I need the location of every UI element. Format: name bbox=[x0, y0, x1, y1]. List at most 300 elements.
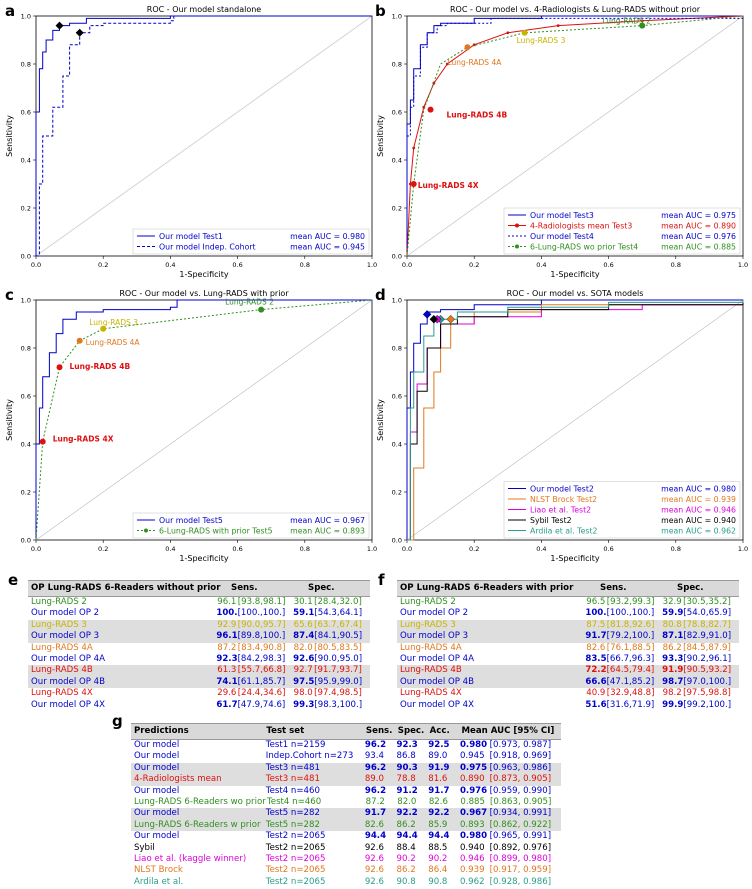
table-e bbox=[28, 580, 370, 711]
table-row bbox=[397, 608, 739, 619]
row-sens: 96.2 bbox=[364, 762, 387, 773]
row-spec: 94.4 bbox=[396, 831, 418, 842]
operating-point bbox=[258, 307, 264, 313]
row-name: Our model OP 4X bbox=[31, 699, 105, 710]
row-spec: 90.8 bbox=[396, 876, 416, 887]
y-tick-label: 0.8 bbox=[20, 60, 31, 69]
row-acc: 92.2 bbox=[428, 808, 450, 819]
x-tick-label: 0.2 bbox=[98, 545, 109, 553]
y-tick-label: 0.0 bbox=[391, 536, 402, 545]
row-spec-ci: [28.4,32.0] bbox=[314, 597, 362, 607]
table-e-header-spec: Spec. bbox=[308, 582, 335, 593]
y-tick-label: 1.0 bbox=[391, 12, 402, 21]
table-f-header-sens: Sens. bbox=[600, 582, 627, 593]
legend-auc: mean AUC = 0.976 bbox=[661, 232, 736, 241]
legend-auc: mean AUC = 0.980 bbox=[290, 232, 365, 241]
row-spec: 80.8 bbox=[662, 619, 682, 630]
x-axis-label: 1-Specificity bbox=[550, 554, 600, 563]
row-spec: 91.9 bbox=[662, 665, 684, 676]
row-name: Our model OP 3 bbox=[400, 631, 469, 642]
table-f-header bbox=[397, 580, 739, 597]
series-marker bbox=[506, 31, 509, 34]
row-sens-ci: [32.9,48.8] bbox=[606, 688, 655, 699]
legend-label: NLST Brock Test2 bbox=[530, 495, 598, 504]
row-auc: 0.946 bbox=[459, 853, 485, 864]
row-name: Lung-RADS 4A bbox=[400, 642, 462, 653]
row-sens-ci: [93.2,99.3] bbox=[606, 597, 655, 607]
legend-auc: mean AUC = 0.962 bbox=[661, 526, 736, 536]
operating-point bbox=[57, 364, 63, 370]
row-spec: 59.9 bbox=[662, 608, 684, 619]
row-spec-ci: [97.4,98.5] bbox=[314, 688, 362, 699]
row-name: Our model bbox=[134, 808, 180, 819]
table-row bbox=[28, 620, 370, 631]
row-auc-ci: [0.959, 0.990] bbox=[489, 785, 552, 796]
x-tick-label: 0.4 bbox=[536, 261, 547, 269]
row-spec: 93.3 bbox=[662, 653, 684, 664]
panel-letter-c: c bbox=[5, 286, 14, 304]
operating-point bbox=[40, 439, 46, 445]
row-sens-ci: [100.,100.] bbox=[606, 608, 655, 619]
row-auc-ci: [0.965, 0.991] bbox=[489, 831, 552, 842]
row-acc: 86.4 bbox=[428, 865, 448, 876]
row-auc-ci: [0.963, 0.986] bbox=[489, 762, 552, 773]
table-row bbox=[397, 665, 739, 676]
table-row bbox=[131, 808, 561, 819]
y-tick-label: 0.4 bbox=[20, 156, 31, 165]
x-tick-label: 0.4 bbox=[165, 545, 176, 553]
table-row bbox=[397, 700, 739, 711]
x-tick-label: 0.2 bbox=[469, 545, 480, 553]
table-row bbox=[397, 643, 739, 654]
legend-auc: mean AUC = 0.940 bbox=[661, 516, 736, 525]
row-name: Lung-RADS 4X bbox=[400, 688, 462, 699]
y-tick-label: 0.6 bbox=[20, 108, 31, 117]
x-tick-label: 1.0 bbox=[737, 545, 749, 553]
lung-rads-annotation: Lung-RADS 4X bbox=[417, 181, 479, 190]
row-spec-ci: [97.0,100.] bbox=[683, 676, 732, 687]
row-name: Lung-RADS 6-Readers w prior bbox=[134, 819, 261, 830]
table-g-header-test: Test set bbox=[266, 725, 305, 736]
row-name: Our model OP 3 bbox=[31, 631, 100, 642]
row-auc: 0.962 bbox=[459, 876, 485, 887]
row-sens-ci: [24.4,34.6] bbox=[237, 688, 286, 699]
row-spec: 87.1 bbox=[662, 631, 684, 642]
y-tick-label: 0.0 bbox=[20, 252, 31, 261]
row-spec: 86.2 bbox=[396, 819, 416, 830]
table-row bbox=[131, 751, 561, 762]
table-e-body bbox=[28, 597, 370, 711]
row-auc-ci: [0.899, 0.980] bbox=[489, 853, 552, 864]
row-sens: 94.4 bbox=[364, 831, 387, 842]
row-auc: 0.967 bbox=[459, 808, 488, 819]
row-acc: 92.5 bbox=[428, 740, 450, 750]
row-sens-ci: [64.5,79.4] bbox=[606, 665, 655, 676]
lung-rads-annotation: Lung-RADS 4A bbox=[447, 58, 502, 68]
table-row bbox=[28, 643, 370, 654]
row-acc: 88.5 bbox=[428, 842, 448, 853]
row-spec: 82.0 bbox=[397, 796, 417, 807]
legend-label: Liao et al. Test2 bbox=[530, 505, 592, 515]
row-acc: 91.9 bbox=[428, 762, 450, 773]
legend-label: Our model Test3 bbox=[530, 211, 594, 220]
row-auc: 0.975 bbox=[459, 762, 488, 773]
table-g-body bbox=[131, 740, 561, 888]
y-tick-label: 0.0 bbox=[20, 536, 31, 545]
panel-letter-f: f bbox=[378, 571, 385, 589]
row-sens: 92.6 bbox=[364, 876, 384, 887]
row-name: Our model OP 4A bbox=[400, 653, 474, 664]
x-tick-label: 0.6 bbox=[232, 545, 243, 553]
row-test: Indep.Cohort n=273 bbox=[265, 751, 354, 762]
row-spec: 97.5 bbox=[293, 676, 315, 687]
row-spec-ci: [90.0,95.0] bbox=[314, 653, 363, 664]
panel-letter-e: e bbox=[8, 571, 19, 589]
table-row bbox=[28, 654, 370, 665]
row-spec: 98.2 bbox=[662, 688, 682, 699]
row-spec-ci: [54.3,64.1] bbox=[314, 608, 363, 619]
y-tick-label: 1.0 bbox=[20, 296, 31, 305]
legend-auc: mean AUC = 0.967 bbox=[290, 516, 365, 525]
roc-chart-c bbox=[0, 284, 376, 574]
row-spec-ci: [30.5,35.2] bbox=[683, 597, 731, 607]
row-sens-ci: [66.7,96.3] bbox=[606, 653, 655, 664]
table-row bbox=[397, 688, 739, 699]
row-name: Lung-RADS 4A bbox=[31, 642, 93, 653]
row-spec: 86.8 bbox=[396, 751, 416, 762]
legend-auc: mean AUC = 0.980 bbox=[661, 484, 736, 494]
row-name: Lung-RADS 2 bbox=[400, 597, 456, 607]
row-test: Test2 n=2065 bbox=[265, 831, 326, 842]
row-auc-ci: [0.928, 0.986] bbox=[489, 876, 552, 887]
legend-label: 6-Lung-RADS wo prior Test4 bbox=[530, 242, 639, 252]
y-tick-label: 0.8 bbox=[391, 60, 402, 69]
row-spec-ci: [84.1,90.5] bbox=[314, 631, 363, 642]
table-g bbox=[131, 723, 561, 888]
table-row bbox=[131, 763, 561, 774]
operating-point bbox=[76, 29, 84, 37]
table-row bbox=[131, 865, 561, 876]
y-axis-label: Sensitivity bbox=[5, 399, 14, 441]
table-e-header bbox=[28, 580, 370, 597]
row-sens: 100. bbox=[585, 608, 607, 619]
row-sens: 91.7 bbox=[364, 808, 387, 819]
row-acc: 91.7 bbox=[428, 785, 450, 796]
row-spec: 78.8 bbox=[396, 774, 416, 785]
roc-chart-d bbox=[370, 284, 752, 574]
row-sens: 92.6 bbox=[364, 853, 384, 864]
row-auc: 0.939 bbox=[459, 865, 485, 876]
row-sens-ci: [79.2,100.] bbox=[606, 631, 655, 642]
table-row bbox=[131, 843, 561, 854]
row-name: NLST Brock bbox=[134, 865, 183, 876]
row-sens: 87.5 bbox=[586, 619, 606, 630]
table-f bbox=[397, 580, 739, 711]
table-row bbox=[397, 597, 739, 608]
row-sens-ci: [47.9,74.6] bbox=[237, 699, 286, 710]
x-tick-label: 0.0 bbox=[30, 545, 42, 553]
y-tick-label: 0.6 bbox=[20, 392, 31, 401]
legend-auc: mean AUC = 0.975 bbox=[661, 211, 736, 220]
row-sens-ci: [100.,100.] bbox=[237, 608, 286, 619]
row-auc: 0.976 bbox=[459, 785, 488, 796]
x-axis-label: 1-Specificity bbox=[550, 270, 600, 279]
y-tick-label: 0.6 bbox=[391, 392, 402, 401]
row-sens: 96.1 bbox=[217, 597, 237, 607]
table-row bbox=[131, 877, 561, 888]
table-row bbox=[397, 620, 739, 631]
row-name: Lung-RADS 3 bbox=[31, 619, 87, 630]
row-auc-ci: [0.873, 0.905] bbox=[489, 774, 552, 785]
table-row bbox=[28, 677, 370, 688]
row-spec-ci: [91.7,93.7] bbox=[314, 665, 362, 676]
table-f-header-op: OP Lung-RADS 6-Readers with prior bbox=[400, 582, 574, 593]
row-spec: 92.3 bbox=[396, 740, 418, 750]
table-row bbox=[131, 774, 561, 785]
x-tick-label: 0.6 bbox=[232, 261, 243, 269]
row-auc-ci: [0.862, 0.922] bbox=[489, 819, 552, 830]
row-sens: 87.2 bbox=[365, 796, 385, 807]
row-auc-ci: [0.863, 0.905] bbox=[489, 796, 552, 807]
x-tick-label: 0.8 bbox=[299, 261, 310, 269]
roc-chart-a bbox=[0, 0, 376, 290]
y-axis-label: Sensitivity bbox=[5, 115, 14, 157]
table-row bbox=[131, 786, 561, 797]
operating-point bbox=[56, 22, 64, 30]
row-sens: 61.3 bbox=[217, 665, 237, 676]
panel-letter-b: b bbox=[375, 2, 386, 20]
y-tick-label: 0.2 bbox=[20, 204, 31, 213]
table-e-header-op: OP Lung-RADS 6-Readers without prior bbox=[31, 582, 221, 593]
x-tick-label: 1.0 bbox=[366, 545, 378, 553]
row-test: Test1 n=2159 bbox=[265, 740, 326, 750]
chart-title: ROC - Our model standalone bbox=[146, 5, 262, 14]
row-name: Liao et al. (kaggle winner) bbox=[134, 853, 247, 864]
table-f-header-spec: Spec. bbox=[677, 582, 704, 593]
series-marker bbox=[412, 147, 415, 150]
table-row bbox=[131, 797, 561, 808]
row-test: Test2 n=2065 bbox=[265, 876, 326, 887]
legend-auc: mean AUC = 0.946 bbox=[661, 505, 736, 515]
y-tick-label: 0.4 bbox=[391, 440, 402, 449]
row-sens: 83.5 bbox=[585, 653, 607, 664]
table-row bbox=[28, 631, 370, 642]
x-tick-label: 0.4 bbox=[536, 545, 547, 553]
lung-rads-annotation: Lung-RADS 4B bbox=[446, 110, 508, 120]
legend-marker bbox=[144, 529, 148, 533]
x-tick-label: 0.2 bbox=[469, 261, 480, 269]
table-row bbox=[28, 665, 370, 676]
legend-auc: mean AUC = 0.890 bbox=[661, 221, 736, 231]
row-sens-ci: [55.7,66.8] bbox=[237, 665, 286, 676]
row-auc: 0.893 bbox=[459, 819, 485, 830]
y-tick-label: 0.4 bbox=[20, 440, 31, 449]
legend-marker bbox=[515, 224, 519, 228]
row-sens: 100. bbox=[216, 608, 238, 619]
row-acc: 90.2 bbox=[428, 853, 448, 864]
chance-diagonal bbox=[36, 16, 372, 256]
y-tick-label: 0.8 bbox=[20, 344, 31, 353]
x-tick-label: 0.0 bbox=[401, 545, 413, 553]
row-spec: 99.3 bbox=[293, 699, 315, 710]
row-spec-ci: [84.5,87.9] bbox=[683, 642, 731, 653]
table-e-header-sens: Sens. bbox=[231, 582, 258, 593]
row-name: 4-Radiologists mean bbox=[134, 774, 222, 785]
x-tick-label: 0.8 bbox=[670, 545, 681, 553]
table-row bbox=[131, 740, 561, 751]
row-acc: 81.6 bbox=[428, 774, 448, 785]
roc-chart-b bbox=[370, 0, 752, 290]
series-marker bbox=[557, 24, 560, 27]
x-tick-label: 0.0 bbox=[401, 261, 413, 269]
lung-rads-annotation: Lung-RADS 3 bbox=[89, 317, 138, 327]
legend-label: Our model Test1 bbox=[159, 232, 223, 241]
operating-point bbox=[428, 107, 434, 113]
row-spec: 91.2 bbox=[396, 785, 418, 796]
y-tick-label: 0.4 bbox=[391, 156, 402, 165]
row-test: Test2 n=2065 bbox=[265, 842, 326, 853]
table-row bbox=[131, 831, 561, 842]
row-name: Our model bbox=[134, 751, 180, 762]
y-tick-label: 1.0 bbox=[391, 296, 402, 305]
legend-label: 4-Radiologists mean Test3 bbox=[530, 221, 633, 231]
lung-rads-annotation: Lung-RADS 4B bbox=[69, 362, 131, 372]
row-sens: 92.3 bbox=[216, 653, 238, 664]
row-spec: 87.4 bbox=[293, 631, 315, 642]
table-row bbox=[397, 654, 739, 665]
row-sens-ci: [47.1,85.2] bbox=[606, 676, 655, 687]
row-spec-ci: [80.5,83.5] bbox=[314, 642, 362, 653]
operating-point bbox=[447, 315, 455, 323]
x-axis-label: 1-Specificity bbox=[179, 554, 229, 563]
row-name: Lung-RADS 3 bbox=[400, 619, 456, 630]
row-sens-ci: [84.2,98.3] bbox=[237, 653, 286, 664]
row-sens-ci: [31.6,71.9] bbox=[606, 699, 655, 710]
row-sens: 89.0 bbox=[364, 774, 384, 785]
table-row bbox=[131, 854, 561, 865]
legend-marker bbox=[515, 245, 519, 249]
row-name: Our model OP 2 bbox=[31, 608, 100, 619]
row-test: Test3 n=481 bbox=[265, 762, 320, 773]
table-g-header-predictions: Predictions bbox=[134, 725, 189, 736]
table-g-header-acc: Acc. bbox=[429, 725, 450, 736]
table-g-header-spec: Spec. bbox=[397, 725, 425, 736]
row-sens: 66.6 bbox=[585, 676, 607, 687]
lung-rads-annotation: Lung-RADS 2 bbox=[225, 297, 274, 307]
row-auc-ci: [0.934, 0.991] bbox=[489, 808, 552, 819]
row-sens-ci: [93.8,98.1] bbox=[237, 597, 286, 607]
row-spec: 59.1 bbox=[293, 608, 315, 619]
row-auc: 0.940 bbox=[459, 842, 485, 853]
chance-diagonal bbox=[36, 297, 372, 540]
y-tick-label: 0.0 bbox=[391, 252, 402, 261]
legend-label: 6-Lung-RADS with prior Test5 bbox=[159, 526, 273, 536]
row-spec-ci: [97.5,98.8] bbox=[683, 688, 731, 699]
row-name: Lung-RADS 4X bbox=[31, 688, 93, 699]
row-name: Ardila et al. bbox=[134, 876, 184, 887]
row-sens: 96.2 bbox=[364, 740, 387, 750]
row-spec: 90.2 bbox=[396, 853, 416, 864]
row-acc: 82.6 bbox=[428, 796, 448, 807]
row-sens: 96.5 bbox=[586, 597, 606, 607]
row-sens: 61.7 bbox=[216, 699, 238, 710]
chart-title: ROC - Our model vs. Lung-RADS with prior bbox=[119, 289, 289, 298]
row-spec: 92.7 bbox=[293, 665, 313, 676]
lung-rads-annotation: Lung-RADS 4X bbox=[52, 434, 114, 444]
row-name: Our model OP 4X bbox=[400, 699, 474, 710]
table-g-header bbox=[131, 723, 561, 740]
legend-label: Our model Test4 bbox=[530, 232, 594, 241]
row-sens: 87.2 bbox=[217, 642, 237, 653]
row-auc-ci: [0.917, 0.959] bbox=[489, 865, 552, 876]
x-tick-label: 0.4 bbox=[165, 261, 176, 269]
x-tick-label: 1.0 bbox=[366, 261, 378, 269]
table-f-body bbox=[397, 597, 739, 711]
row-spec: 86.2 bbox=[396, 865, 416, 876]
y-tick-label: 0.2 bbox=[391, 488, 402, 497]
x-tick-label: 1.0 bbox=[737, 261, 749, 269]
row-sens-ci: [76.1,88.5] bbox=[606, 642, 655, 653]
row-sens: 93.4 bbox=[364, 751, 384, 762]
operating-point bbox=[77, 338, 83, 344]
row-spec-ci: [63.7,67.4] bbox=[314, 619, 362, 630]
x-tick-label: 0.8 bbox=[299, 545, 310, 553]
y-tick-label: 0.2 bbox=[391, 204, 402, 213]
row-sens-ci: [83.4,90.8] bbox=[237, 642, 286, 653]
row-name: Our model OP 4A bbox=[31, 653, 105, 664]
legend-auc: mean AUC = 0.893 bbox=[290, 526, 365, 536]
legend-auc: mean AUC = 0.885 bbox=[661, 242, 736, 252]
row-name: Our model OP 4B bbox=[31, 676, 106, 687]
row-sens: 29.6 bbox=[217, 688, 237, 699]
x-tick-label: 0.0 bbox=[30, 261, 42, 269]
row-auc: 0.980 bbox=[459, 831, 488, 842]
y-axis-label: Sensitivity bbox=[376, 115, 385, 157]
row-sens: 92.9 bbox=[217, 619, 237, 630]
row-spec: 86.2 bbox=[662, 642, 682, 653]
table-row bbox=[397, 677, 739, 688]
row-sens: 72.2 bbox=[585, 665, 607, 676]
row-name: Our model bbox=[134, 785, 180, 796]
row-name: Our model bbox=[134, 762, 180, 773]
row-auc: 0.945 bbox=[459, 751, 485, 762]
row-auc-ci: [0.892, 0.976] bbox=[489, 842, 552, 853]
row-sens: 82.6 bbox=[364, 819, 384, 830]
row-sens: 40.9 bbox=[586, 688, 606, 699]
y-axis-label: Sensitivity bbox=[376, 399, 385, 441]
lung-rads-annotation: Lung-RADS 2 bbox=[602, 16, 651, 26]
row-acc: 85.9 bbox=[428, 819, 448, 830]
row-spec: 82.0 bbox=[293, 642, 313, 653]
table-row bbox=[131, 820, 561, 831]
row-sens-ci: [89.8,100.] bbox=[237, 631, 286, 642]
row-test: Test4 n=460 bbox=[265, 785, 320, 796]
row-spec-ci: [95.9,99.0] bbox=[314, 676, 363, 687]
row-test: Test5 n=282 bbox=[265, 808, 320, 819]
row-spec-ci: [78.8,82.7] bbox=[683, 619, 731, 630]
row-sens: 91.7 bbox=[585, 631, 607, 642]
row-spec: 32.9 bbox=[662, 597, 682, 607]
row-auc: 0.890 bbox=[459, 774, 485, 785]
table-row bbox=[28, 700, 370, 711]
row-spec: 30.1 bbox=[293, 597, 313, 607]
legend-auc: mean AUC = 0.945 bbox=[290, 242, 365, 252]
legend-label: Sybil Test2 bbox=[530, 516, 572, 525]
x-tick-label: 0.6 bbox=[603, 261, 614, 269]
row-spec: 90.3 bbox=[396, 762, 418, 773]
row-name: Lung-RADS 4B bbox=[400, 665, 462, 676]
row-spec-ci: [54.0,65.9] bbox=[683, 608, 732, 619]
